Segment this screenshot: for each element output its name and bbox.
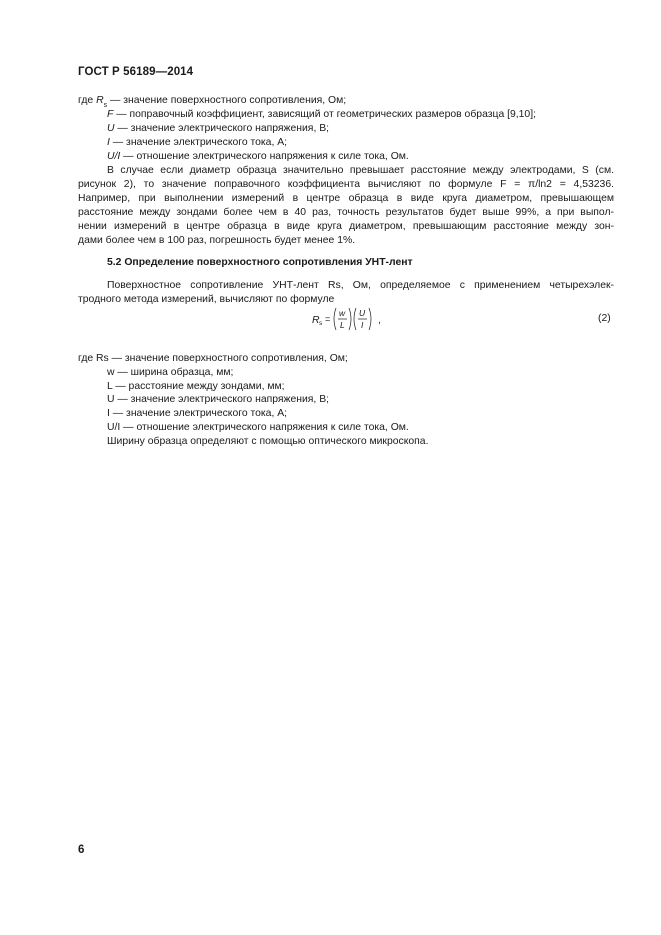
symbol-i: I — [107, 137, 110, 148]
definition-text: — значение электрического тока, А; — [109, 137, 288, 148]
formula-number: (2) — [598, 313, 611, 324]
formula-paren-left-1 — [334, 308, 336, 330]
formula-2 — [312, 304, 392, 334]
formula-lhs-subscript: s — [319, 320, 323, 327]
intro-line: Поверхностное сопротивление УНТ-лент Rs, Ом, определяемое с применением четырехэлек- — [107, 280, 614, 291]
section-heading: 5.2 Определение поверхностного сопротивления УНТ-лент — [107, 257, 413, 268]
paragraph-line: дами более чем в 100 раз, погрешность будет менее 1%. — [78, 235, 356, 246]
definition-i — [107, 136, 287, 150]
definition-text: — значение электрического напряжения, В; — [114, 123, 330, 134]
symbol-rs-subscript: s — [103, 102, 108, 109]
symbol-u: U — [107, 123, 115, 134]
paragraph-line: рисунок 2), то значение поправочного коэффициента вычисляют по формуле F = π/ln2 = 4,53236. — [78, 179, 614, 190]
intro-line: тродного метода измерений, вычисляют по формуле — [78, 294, 335, 305]
definition-line: L — расстояние между зондами, мм; — [107, 381, 285, 392]
definition-text: — поправочный коэффициент, зависящий от геометрических размеров образца [9,10]; — [113, 109, 536, 120]
definition-u — [107, 122, 329, 136]
definition-f — [107, 108, 536, 122]
formula-equals: = — [325, 314, 331, 324]
symbol-ui: U/I — [107, 151, 121, 162]
definition-line: U — значение электрического напряжения, В; — [107, 394, 330, 405]
definition-line: U/I — отношение электрического напряжения к силе тока, Ом. — [107, 422, 409, 433]
definition-rs — [78, 94, 346, 109]
formula-den-1: L — [340, 320, 345, 330]
document-header: ГОСТ Р 56189—2014 — [78, 66, 194, 78]
definition-prefix: где — [78, 95, 97, 106]
paragraph-line: Например, при выполнении измерений в центре образца в виде круга диаметром, превышающем — [78, 193, 614, 204]
formula-num-1: w — [339, 308, 346, 318]
formula-paren-right-1 — [349, 308, 351, 330]
symbol-f: F — [107, 109, 114, 120]
formula-num-2: U — [359, 308, 366, 318]
definition-line: w — ширина образца, мм; — [107, 367, 234, 378]
definition-line: где Rs — значение поверхностного сопротивления, Ом; — [78, 353, 348, 364]
definition-text: — значение поверхностного сопротивления, Ом; — [107, 95, 347, 106]
formula-tail: , — [378, 315, 381, 326]
formula-paren-right-2 — [369, 308, 371, 330]
definition-text: — отношение электрического напряжения к силе тока, Ом. — [120, 151, 409, 162]
formula-den-2: I — [361, 320, 364, 330]
closing-sentence: Ширину образца определяют с помощью оптического микроскопа. — [107, 436, 429, 447]
paragraph-line: нении измерений в центре образца в виде круга диаметром, превышающим расстояние между зон- — [78, 221, 614, 232]
definition-line: I — значение электрического тока, А; — [107, 408, 288, 419]
formula-paren-left-2 — [354, 308, 356, 330]
paragraph-line: расстояние между зондами более чем в 40 раз, точность результатов будет выше 99%, а при выпол- — [78, 207, 614, 218]
paragraph-line: В случае если диаметр образца значительно превышает расстояние между электродами, S (см. — [107, 165, 614, 176]
formula-lhs: R — [312, 315, 320, 326]
symbol-rs: R — [96, 95, 104, 106]
page-number: 6 — [78, 844, 85, 856]
definition-ui — [107, 150, 409, 164]
